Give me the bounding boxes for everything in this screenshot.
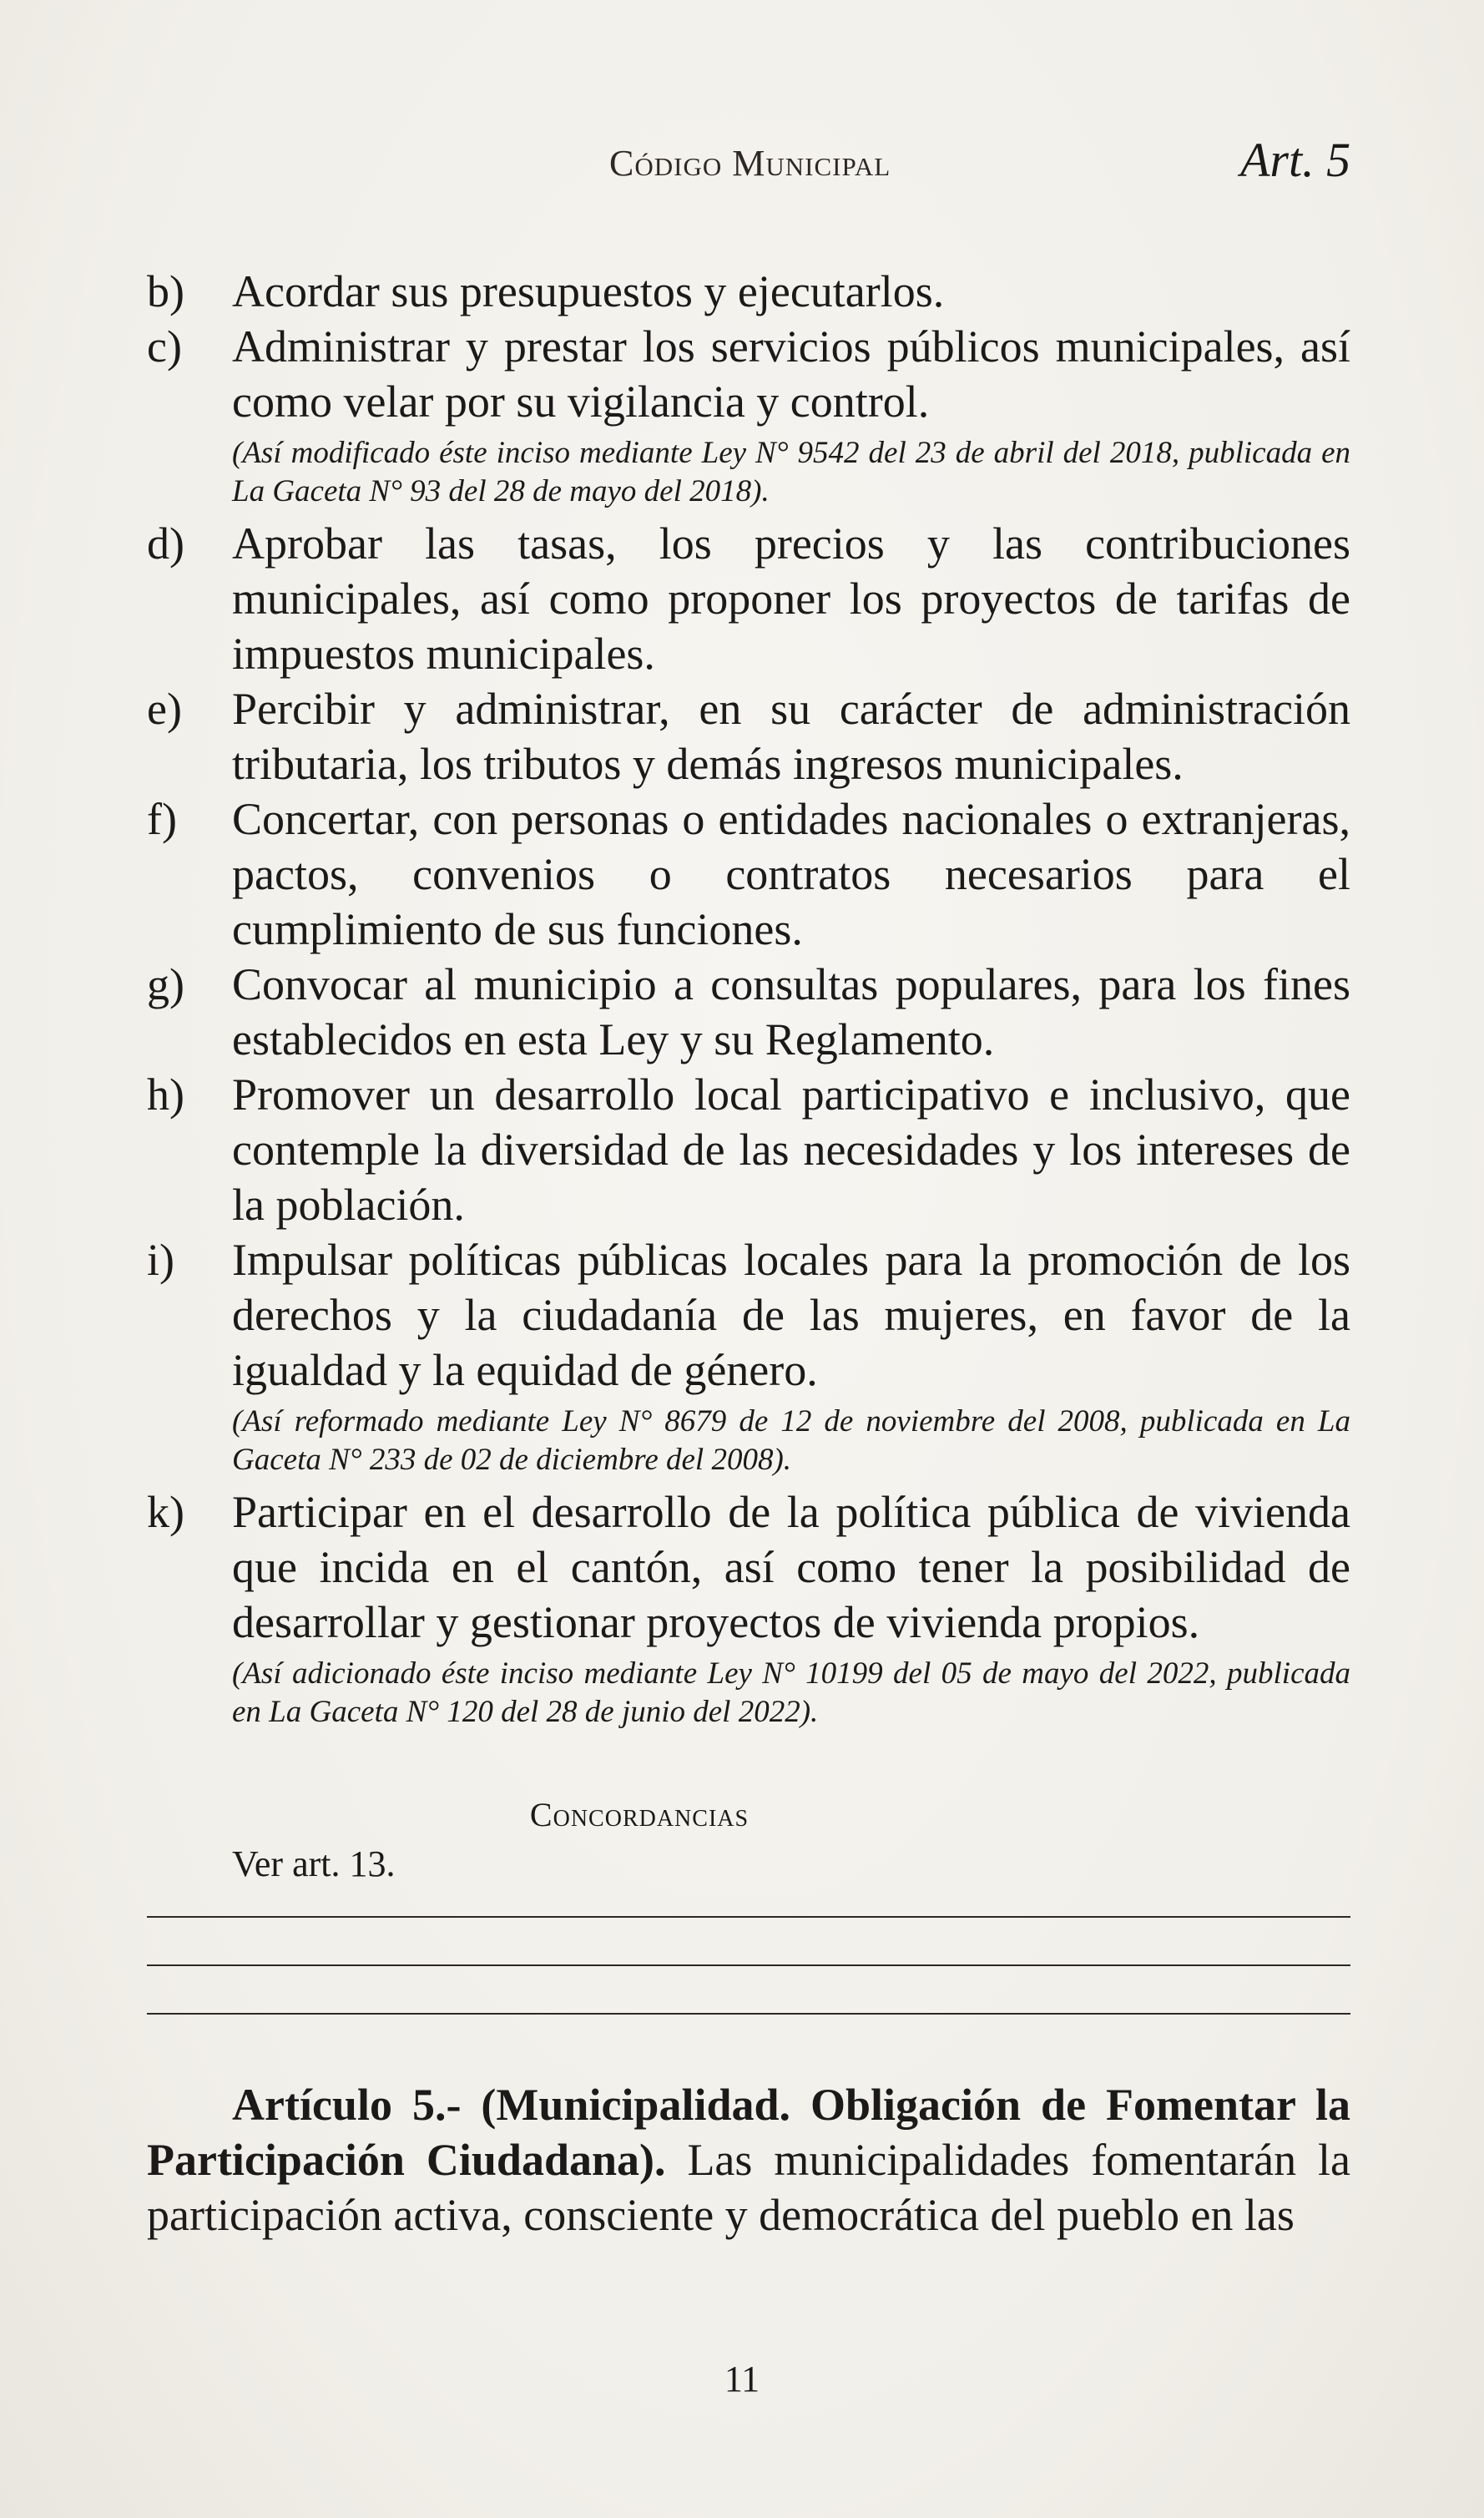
running-head (0, 133, 1484, 190)
item-letter: d) (147, 518, 184, 569)
amendment-note: (Así reformado mediante Ley N° 8679 de 12 de noviembre del 2008, publicada en La Gaceta N° 233 de 02 de diciembre del 2008). (232, 1404, 1350, 1477)
item-body (232, 516, 1350, 681)
list-item (147, 791, 1350, 957)
list-item (147, 319, 1350, 516)
list-item (147, 681, 1350, 791)
amendment-note: (Así modificado éste inciso mediante Ley N° 9542 del 23 de abril del 2018, publicada en La Gaceta N° 93 del 28 de mayo del 2018). (232, 436, 1350, 508)
concordancias-heading: Concordancias (529, 1796, 750, 1833)
ruled-line (147, 1964, 1350, 1966)
item-body (232, 681, 1350, 791)
page-number: 11 (724, 2359, 760, 2399)
item-body (232, 1484, 1350, 1737)
item-letter: c) (147, 321, 182, 372)
item-text: Participar en el desarrollo de la política pública de vivienda que incida en el cantón, así como tener la posibilidad de desarrollar y gestionar proyectos de vivienda propios. (232, 1487, 1350, 1647)
concordancias-text: Ver art. 13. (232, 1843, 396, 1884)
note-lines (147, 1916, 1350, 2061)
item-body (232, 319, 1350, 516)
article-text: Las municipalidades fomentarán la participación activa, consciente y democrática del pueblo en las (147, 2135, 1350, 2240)
concordancias-section (147, 1795, 1350, 1885)
item-body (232, 791, 1350, 957)
list-item (147, 264, 1350, 319)
item-letter: k) (147, 1487, 184, 1537)
article-reference: Art. 5 (1240, 133, 1351, 187)
item-letter: h) (147, 1069, 184, 1120)
list-item (147, 957, 1350, 1067)
item-text: Promover un desarrollo local participativo e inclusivo, que contemple la diversidad de las necesidades y los intereses de la población. (232, 1069, 1350, 1230)
running-title: Código Municipal (609, 143, 891, 184)
item-letter: f) (147, 794, 177, 844)
item-letter: i) (147, 1235, 174, 1285)
list-item (147, 1067, 1350, 1232)
item-letter: b) (147, 266, 184, 316)
item-text: Acordar sus presupuestos y ejecutarlos. (232, 266, 945, 316)
item-text: Percibir y administrar, en su carácter de administración tributaria, los tributos y demás ingresos municipales. (232, 684, 1350, 789)
item-text: Administrar y prestar los servicios públicos municipales, así como velar por su vigilancia y control. (232, 321, 1350, 427)
item-body (232, 1232, 1350, 1484)
article-5 (147, 2077, 1350, 2242)
item-text: Concertar, con personas o entidades nacionales o extranjeras, pactos, convenios o contratos necesarios para el cumplimiento de sus funciones. (232, 794, 1350, 954)
list-item (147, 516, 1350, 681)
item-body (232, 957, 1350, 1067)
item-text: Impulsar políticas públicas locales para la promoción de los derechos y la ciudadanía de las mujeres, en favor de la igualdad y la equidad de género. (232, 1235, 1350, 1395)
item-text: Aprobar las tasas, los precios y las contribuciones municipales, así como proponer los proyectos de tarifas de impuestos municipales. (232, 518, 1350, 679)
list-item (147, 1232, 1350, 1484)
ruled-line (147, 2013, 1350, 2015)
item-text: Convocar al municipio a consultas populares, para los fines establecidos en esta Ley y su Reglamento. (232, 959, 1350, 1064)
ruled-line (147, 1916, 1350, 1918)
item-letter: e) (147, 684, 182, 734)
item-list (147, 264, 1350, 1737)
item-body (232, 264, 1350, 319)
list-item (147, 1484, 1350, 1737)
amendment-note: (Así adicionado éste inciso mediante Ley N° 10199 del 05 de mayo del 2022, publicada en La Gaceta N° 120 del 28 de junio del 2022). (232, 1656, 1350, 1729)
item-letter: g) (147, 959, 184, 1009)
item-body (232, 1067, 1350, 1232)
article-title: Artículo 5.- (Municipalidad. Obligación de Fomentar la Participación Ciudadana). (147, 2080, 1350, 2185)
